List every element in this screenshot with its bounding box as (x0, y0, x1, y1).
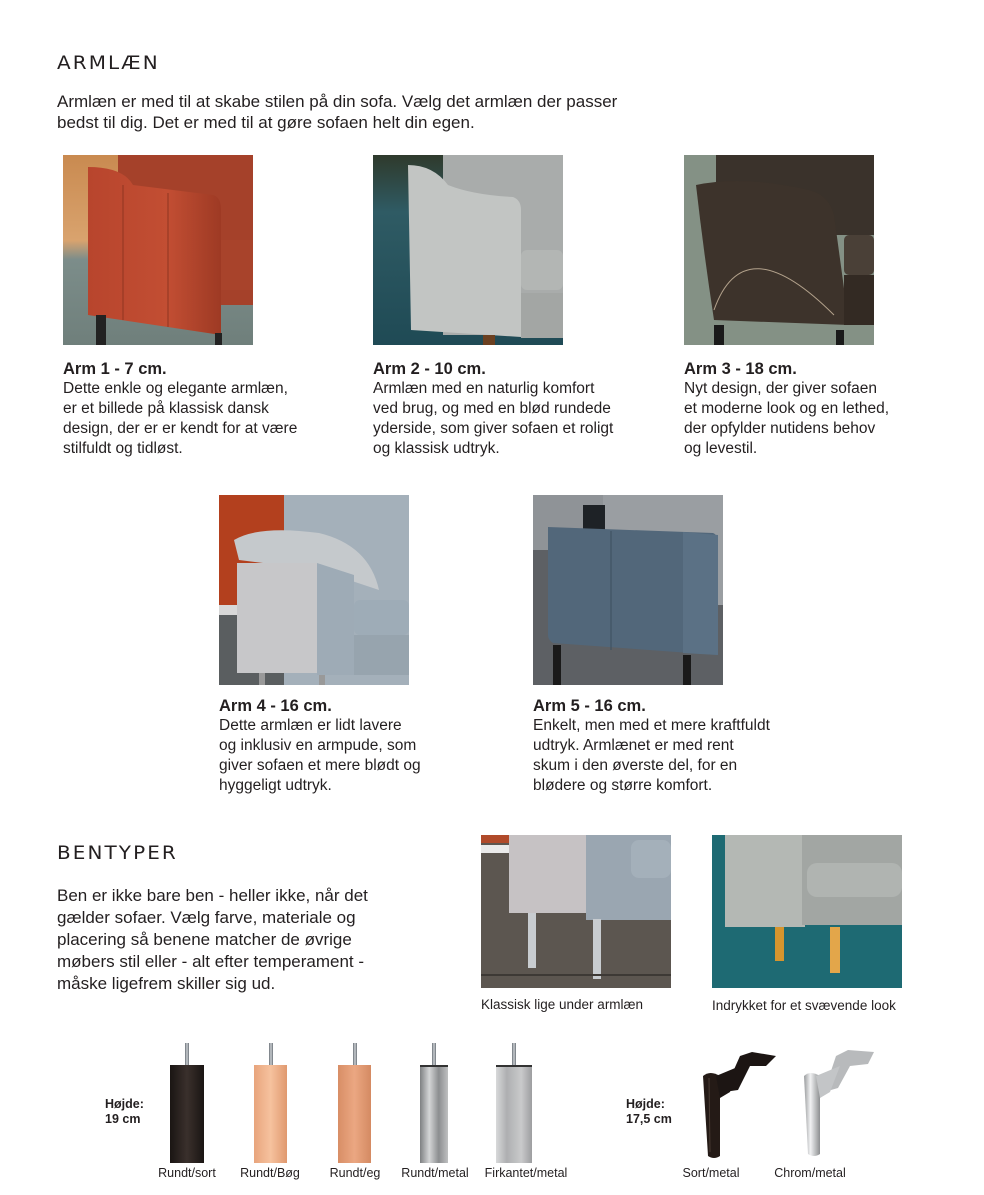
arm-3-photo (684, 155, 874, 345)
arm-1-photo (63, 155, 253, 345)
arm-4-photo (219, 495, 409, 685)
leg-pin (185, 1043, 189, 1065)
blue-leather-armrest-image (533, 495, 723, 685)
armlaen-intro-line-1: Armlæn er med til at skabe stilen på din sofa. Vælg det armlæn der passer (57, 92, 618, 111)
arm-3-caption (684, 360, 984, 459)
leg-label-chrom-metal: Chrom/metal (774, 1166, 846, 1180)
arm-5-title: Arm 5 - 16 cm. (533, 697, 646, 715)
bentyper-heading: BENTYPER (57, 842, 178, 864)
placement-photo-indented (712, 835, 902, 988)
arm-5-description: Enkelt, men med et mere kraftfuldt udtryk. Armlænet er med rent skum i den øverste del, for en blødere og større komfort. (533, 717, 770, 794)
placement-caption-indented: Indrykket for et svævende look (712, 998, 896, 1013)
placement-photo-under-armrest (481, 835, 671, 988)
arm-3-title: Arm 3 - 18 cm. (684, 360, 797, 378)
leg-label-rundt-boeg: Rundt/Bøg (240, 1166, 300, 1180)
leg-rundt-metal[interactable] (420, 1043, 448, 1163)
arm-4-caption (219, 697, 519, 796)
leg-pin (353, 1043, 357, 1065)
leg-rundt-eg[interactable] (338, 1043, 371, 1163)
leg-chrom-metal[interactable] (800, 1048, 878, 1160)
light-grey-armrest-with-cushion-image (219, 495, 409, 685)
leg-pin (512, 1043, 516, 1065)
arm-4-description: Dette armlæn er lidt lavere og inklusiv en armpude, som giver sofaen et mere blødt og hyggeligt udtryk. (219, 717, 421, 794)
arm-2-description: Armlæn med en naturlig komfort ved brug, og med en blød rundede yderside, som giver sofaen et roligt og klassisk udtryk. (373, 380, 614, 457)
angled-leg-black-icon (700, 1048, 778, 1160)
straight-legs-height-label: Højde: 19 cm (105, 1097, 144, 1126)
leg-label-sort-metal: Sort/metal (682, 1166, 740, 1180)
leg-rundt-boeg-body (254, 1065, 287, 1163)
arm-4-title: Arm 4 - 16 cm. (219, 697, 332, 715)
armlaen-intro-line-2: bedst til dig. Det er med til at gøre sofaen helt din egen. (57, 113, 475, 132)
wooden-legs-indented-image (712, 835, 902, 988)
leg-pin (432, 1043, 436, 1065)
leg-label-firkantet-metal: Firkantet/metal (484, 1166, 568, 1180)
arm-1-title: Arm 1 - 7 cm. (63, 360, 167, 378)
dark-brown-leather-armrest-image (684, 155, 874, 345)
leg-rundt-eg-body (338, 1065, 371, 1163)
leg-firkantet-metal-body (496, 1065, 532, 1163)
placement-caption-under-armrest: Klassisk lige under armlæn (481, 997, 644, 1012)
leg-rundt-metal-body (420, 1065, 448, 1163)
arm-1-description: Dette enkle og elegante armlæn, er et billede på klassisk dansk design, der er er kendt for at være stilfuldt og tidløst. (63, 380, 298, 457)
leg-label-rundt-metal: Rundt/metal (401, 1166, 469, 1180)
arm-3-description: Nyt design, der giver sofaen et moderne look og en lethed, der opfylder nutidens behov og levestil. (684, 380, 890, 457)
arm-5-photo (533, 495, 723, 685)
armlaen-intro (57, 91, 757, 133)
leg-rundt-sort[interactable] (170, 1043, 204, 1163)
metal-legs-under-armrest-image (481, 835, 671, 988)
arm-2-caption (373, 360, 673, 459)
arm-1-caption (63, 360, 363, 459)
angled-legs-height-label: Højde: 17,5 cm (626, 1097, 672, 1126)
armlaen-heading: ARMLÆN (57, 52, 160, 74)
arm-5-caption (533, 697, 833, 796)
arm-2-photo (373, 155, 563, 345)
leg-firkantet-metal[interactable] (496, 1043, 532, 1163)
leg-sort-metal[interactable] (700, 1048, 778, 1160)
red-leather-armrest-image (63, 155, 253, 345)
angled-leg-chrome-icon (800, 1048, 878, 1160)
leg-pin (269, 1043, 273, 1065)
leg-label-rundt-sort: Rundt/sort (158, 1166, 216, 1180)
grey-fabric-armrest-image (373, 155, 563, 345)
bentyper-intro: Ben er ikke bare ben - heller ikke, når det gælder sofaer. Vælg farve, materiale og placering så benene matcher de øvrige møbers stil eller - alt efter temperament - måske ligefrem skiller sig ud. (57, 886, 368, 993)
arm-2-title: Arm 2 - 10 cm. (373, 360, 486, 378)
leg-label-rundt-eg: Rundt/eg (329, 1166, 381, 1180)
leg-rundt-boeg[interactable] (254, 1043, 287, 1163)
leg-rundt-sort-body (170, 1065, 204, 1163)
